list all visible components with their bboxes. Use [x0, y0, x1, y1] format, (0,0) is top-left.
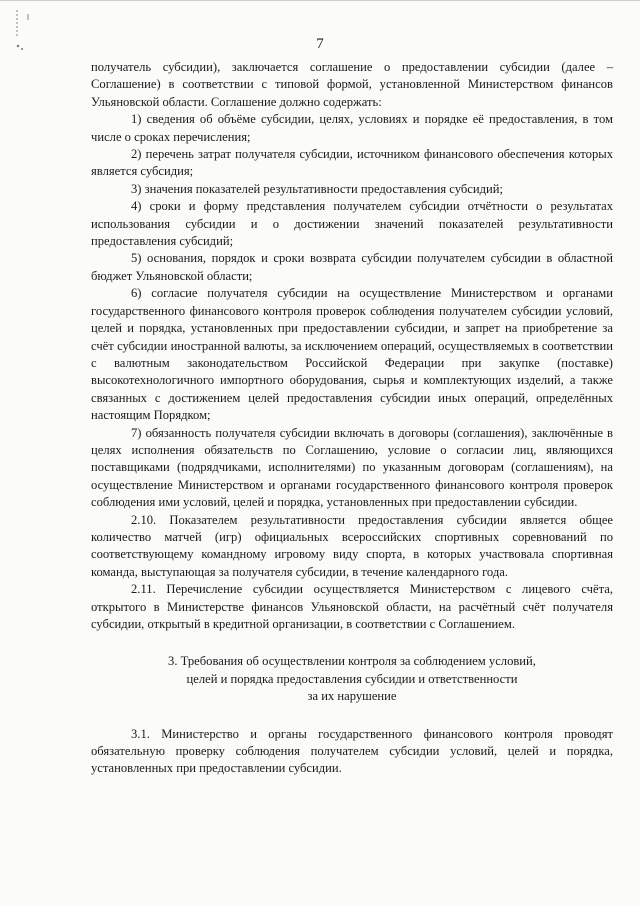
- section-heading-line: за их нарушение: [307, 689, 397, 704]
- paragraph: 2.11. Перечисление субсидии осуществляется Министерством с лицевого счёта, открытого в Министерстве финансов Ульяновской области, на расчётный счёт получателя субсидии, открытый в кредитной организации, в соответствии с Соглашением.: [91, 582, 613, 631]
- paragraph: получатель субсидии), заключается соглашение о предоставлении субсидии (далее – Соглашение) в соответствии с типовой формой, установленной Министерством финансов Ульяновской области. Соглашение должно содержать:: [91, 60, 613, 109]
- section-heading-line: 3. Требования об осуществлении контроля за соблюдением условий,: [168, 654, 536, 669]
- document-body: [91, 59, 613, 778]
- list-item: 5) основания, порядок и сроки возврата субсидии получателем субсидии в областной бюджет Ульяновской области;: [91, 251, 613, 283]
- list-item: 2) перечень затрат получателя субсидии, источником финансового обеспечения которых является субсидия;: [91, 147, 613, 179]
- list-item: 1) сведения об объёме субсидии, целях, условиях и порядке её предоставления, в том числе о сроках перечисления;: [91, 112, 613, 144]
- paragraph: 2.10. Показателем результативности предоставления субсидии является общее количество матчей (игр) официальных всероссийских спортивных соревнований по соответствующему командному игровому виду спорта, в которых участвовала спортивная команда, выступающая за получателя субсидии, в течение календарного года.: [91, 512, 613, 579]
- list-item: 6) согласие получателя субсидии на осуществление Министерством и органами государственного финансового контроля проверок соблюдения получателем субсидии условий, целей и порядка, установленных при предоставлении субсидии, и запрет на приобретение за счёт субсидии иностранной валюты, за исключением операций, осуществляемых в соответствии с валютным законодательством Российской Федерации при закупке (поставке) высокотехнологичного импортного оборудования, сырья и комплектующих изделий, а также связанных с достижением целей предоставления субсидии иных операций, определённых настоящим Порядком;: [91, 286, 613, 423]
- page-number: 7: [316, 36, 324, 52]
- scan-top-edge: [0, 0, 640, 1]
- list-item: 3) значения показателей результативности предоставления субсидий;: [131, 181, 503, 196]
- list-item: 4) сроки и форму представления получателем субсидии отчётности о результатах использования субсидии и о достижении значений показателей результативности предоставления субсидий;: [91, 199, 613, 249]
- section-heading-line: целей и порядка предоставления субсидии и ответственности: [186, 671, 518, 686]
- paragraph: 3.1. Министерство и органы государственного финансового контроля проводят обязательную проверку соблюдения получателем субсидии условий, целей и порядка, установленных при предоставлении субсидии.: [91, 726, 613, 776]
- list-item: 7) обязанность получателя субсидии включать в договоры (соглашения), заключённые в целях исполнения обязательств по Соглашению, условие о согласии лиц, являющихся поставщиками (подрядчиками, исполнителями) по указанным договорам (соглашениям), на осуществление Министерством и органами государственного финансового контроля проверок соблюдения ими условий, целей и порядка, установленных при предоставлении субсидии.: [91, 425, 613, 510]
